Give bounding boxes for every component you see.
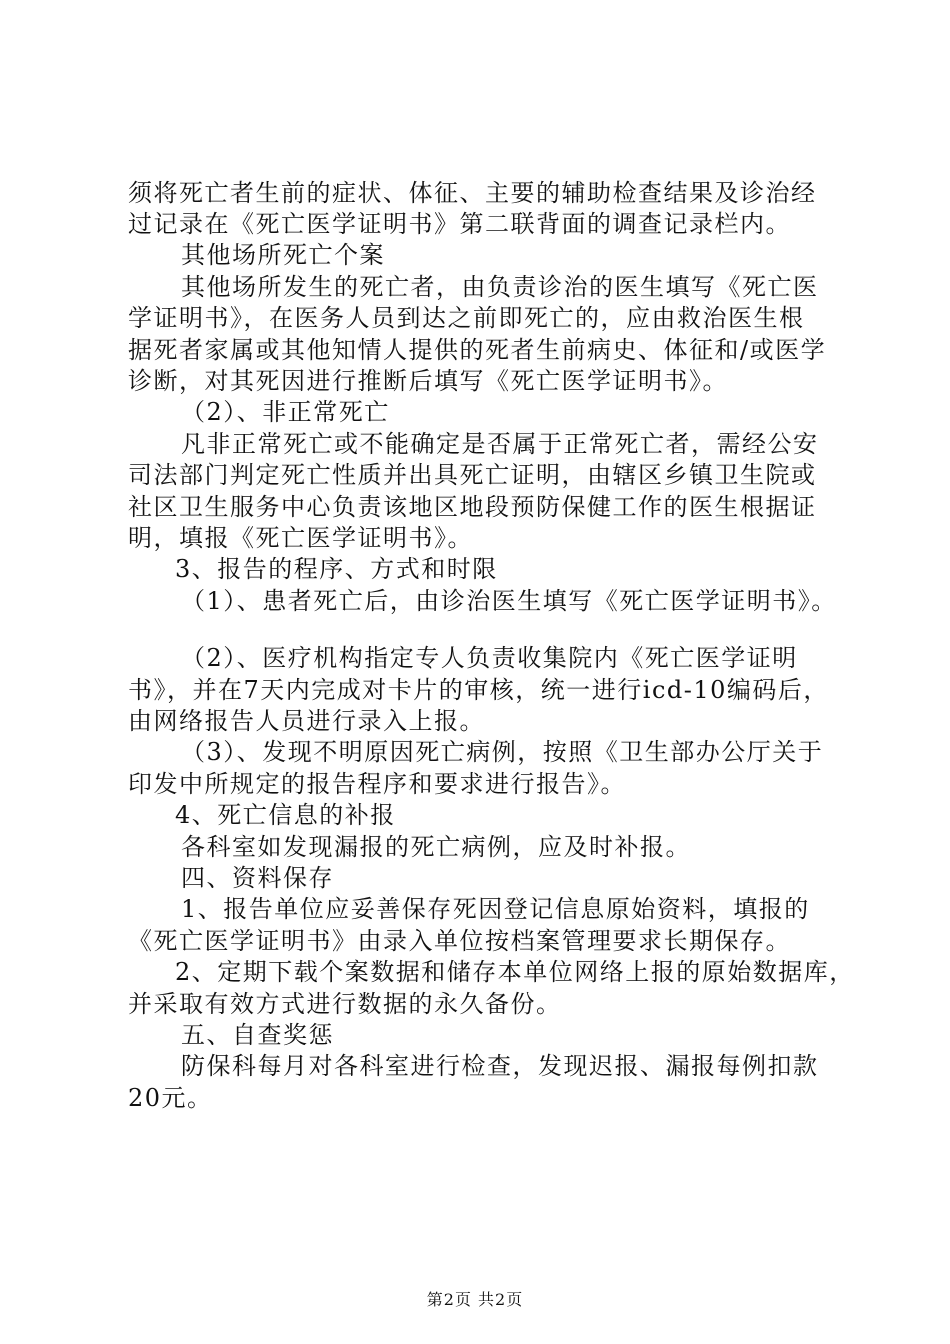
paragraph-line: 《死亡医学证明书》由录入单位按档案管理要求长期保存。 [128,927,791,955]
section-heading: 3、报告的程序、方式和时限 [175,555,498,583]
paragraph-line: 诊断，对其死因进行推断后填写《死亡医学证明书》。 [128,367,728,395]
page-number-footer: 第2页 共2页 [426,1290,524,1309]
paragraph-line: 据死者家属或其他知情人提供的死者生前病史、体征和/或医学 [128,336,827,364]
paragraph-line: （2）、医疗机构指定专人负责收集院内《死亡医学证明 [181,644,798,672]
paragraph-line: 凡非正常死亡或不能确定是否属于正常死亡者，需经公安 [181,430,819,458]
section-heading: 其他场所死亡个案 [181,241,385,269]
section-heading: （2）、非正常死亡 [181,398,390,426]
paragraph-line: 司法部门判定死亡性质并出具死亡证明，由辖区乡镇卫生院或 [128,461,817,489]
paragraph-line: 各科室如发现漏报的死亡病例，应及时补报。 [181,833,691,861]
section-heading: 4、死亡信息的补报 [175,801,396,829]
paragraph-line: 学证明书》，在医务人员到达之前即死亡的，应由救治医生根 [128,304,805,332]
paragraph-line: 由网络报告人员进行录入上报。 [128,707,485,735]
section-heading: 五、自查奖惩 [181,1021,334,1049]
paragraph-line: 印发中所规定的报告程序和要求进行报告》。 [128,770,626,798]
paragraph-line: 过记录在《死亡医学证明书》第二联背面的调查记录栏内。 [128,210,791,238]
paragraph-line: 并采取有效方式进行数据的永久备份。 [128,990,562,1018]
paragraph-line: 社区卫生服务中心负责该地区地段预防保健工作的医生根据证 [128,493,817,521]
section-heading: 四、资料保存 [181,864,334,892]
paragraph-line: 1、报告单位应妥善保存死因登记信息原始资料，填报的 [181,895,810,923]
paragraph-line: 须将死亡者生前的症状、体征、主要的辅助检查结果及诊治经 [128,179,817,207]
paragraph-line: 其他场所发生的死亡者，由负责诊治的医生填写《死亡医 [181,273,819,301]
paragraph-line: 明，填报《死亡医学证明书》。 [128,524,473,552]
paragraph-line: （3）、发现不明原因死亡病例，按照《卫生部办公厅关于 [181,738,824,766]
paragraph-line: 20元。 [128,1084,213,1112]
paragraph-line: 防保科每月对各科室进行检查，发现迟报、漏报每例扣款 [181,1052,819,1080]
paragraph-line: （1）、患者死亡后，由诊治医生填写《死亡医学证明书》。 [181,587,837,615]
paragraph-line: 2、定期下载个案数据和储存本单位网络上报的原始数据库， [175,958,855,986]
paragraph-line: 书》，并在7天内完成对卡片的审核，统一进行icd-10编码后， [128,676,829,704]
